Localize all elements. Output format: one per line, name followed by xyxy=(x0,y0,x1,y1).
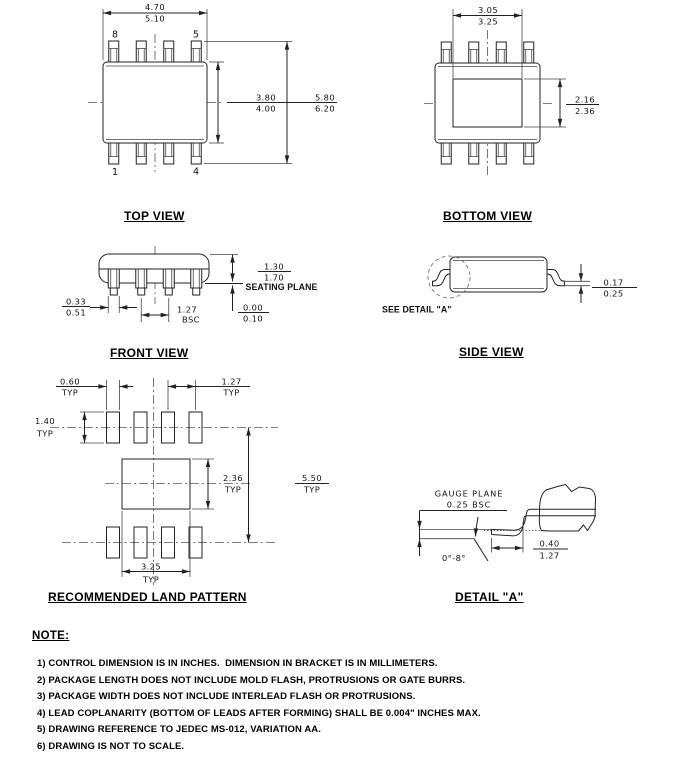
note-line: 6) DRAWING IS NOT TO SCALE. xyxy=(37,740,185,752)
package-body xyxy=(435,63,540,143)
note-line: 2) PACKAGE LENGTH DOES NOT INCLUDE MOLD FLASH, PROTRUSIONS OR GATE BURRS. xyxy=(37,674,466,686)
top-view-title: TOP VIEW xyxy=(124,209,185,223)
angle-label: 0°-8° xyxy=(442,553,466,563)
dim-land-pitch-typ: TYP xyxy=(223,387,240,398)
land-pattern-title: RECOMMENDED LAND PATTERN xyxy=(48,590,247,604)
detail-a-view xyxy=(420,485,597,564)
dim-height-min: 1.30 xyxy=(263,261,285,272)
seating-plane-label: SEATING PLANE xyxy=(245,282,318,292)
dim-pad-w-max: 3.25 xyxy=(477,16,499,27)
notes-list xyxy=(37,656,481,755)
land-pattern-view xyxy=(35,377,329,586)
bottom-view-title: BOTTOM VIEW xyxy=(443,209,533,223)
dim-lead-w-max: 0.51 xyxy=(65,307,87,318)
lead-detail xyxy=(492,509,597,536)
dim-width-min: 4.70 xyxy=(144,2,166,12)
note-line: 5) DRAWING REFERENCE TO JEDEC MS-012, VARIATION AA. xyxy=(37,724,321,735)
dim-lead-w-min: 0.33 xyxy=(65,296,87,307)
dim-body-min: 3.80 xyxy=(255,92,277,103)
right-lead xyxy=(547,270,565,286)
dim-pad-w-min: 3.05 xyxy=(477,5,499,15)
top-view xyxy=(88,2,337,178)
pin4-label: 4 xyxy=(192,166,200,178)
dim-pitch: 1.27 xyxy=(177,304,198,315)
side-view-title: SIDE VIEW xyxy=(459,345,524,359)
dim-pad-h-max: 2.36 xyxy=(574,106,596,116)
dim-lead-t-max: 0.25 xyxy=(603,288,624,299)
dim-center-w-typ: TYP xyxy=(142,574,160,585)
see-detail-label: SEE DETAIL "A" xyxy=(382,304,452,315)
dim-body-max: 4.00 xyxy=(255,103,277,114)
dim-pad-w: 0.60 xyxy=(59,376,81,387)
gauge-offset-label: 0.25 BSC xyxy=(446,499,492,510)
dim-foot-max: 1.27 xyxy=(539,550,560,561)
dim-overall-max: 6.20 xyxy=(314,103,336,114)
dim-height-max: 1.70 xyxy=(263,272,285,283)
pin1-label: 1 xyxy=(111,167,119,178)
dim-overall-min: 5.80 xyxy=(314,92,336,103)
center-pad xyxy=(122,459,190,509)
front-view-title: FRONT VIEW xyxy=(110,346,189,360)
bottom-view xyxy=(424,5,599,177)
package-body xyxy=(450,257,547,292)
detail-a-title: DETAIL "A" xyxy=(455,590,524,604)
dim-span: 5.50 xyxy=(301,473,323,483)
dim-foot-min: 0.40 xyxy=(539,538,560,549)
pin8-label: 8 xyxy=(111,29,119,41)
dim-lead-t-min: 0.17 xyxy=(603,277,624,288)
dim-pad-h-min: 2.16 xyxy=(574,94,596,105)
gauge-plane-label: GAUGE PLANE xyxy=(434,488,504,499)
side-view xyxy=(382,256,637,315)
package-body-break xyxy=(539,485,595,532)
dim-center-h: 2.36 xyxy=(222,473,244,483)
note-line: 4) LEAD COPLANARITY (BOTTOM OF LEADS AFTER FORMING) SHALL BE 0.004" INCHES MAX. xyxy=(37,707,481,719)
dim-pad-h: 1.40 xyxy=(34,416,56,426)
front-view xyxy=(62,246,318,325)
dim-center-h-typ: TYP xyxy=(224,484,242,495)
angle-line xyxy=(474,539,488,561)
dim-pad-h-typ: TYP xyxy=(36,428,54,439)
dim-pad-w-typ: TYP xyxy=(61,387,79,398)
note-line: 1) CONTROL DIMENSION IS IN INCHES. DIMENSION IN BRACKET IS IN MILLIMETERS. xyxy=(37,658,438,669)
dim-standoff-min: 0.00 xyxy=(242,302,264,313)
dim-standoff-max: 0.10 xyxy=(242,313,264,324)
note-line: 3) PACKAGE WIDTH DOES NOT INCLUDE INTERLEAD FLASH OR PROTRUSIONS. xyxy=(37,691,416,702)
dim-span-typ: TYP xyxy=(303,484,321,495)
left-lead xyxy=(433,270,451,286)
dim-pitch-bsc: BSC xyxy=(182,314,200,325)
angle-leader xyxy=(476,517,479,537)
notes-heading: NOTE: xyxy=(32,630,70,642)
pin5-label: 5 xyxy=(192,29,200,41)
dim-center-w: 3.25 xyxy=(140,561,162,572)
dim-width-max: 5.10 xyxy=(144,13,166,24)
dim-land-pitch: 1.27 xyxy=(221,376,242,387)
package-body xyxy=(103,62,207,143)
